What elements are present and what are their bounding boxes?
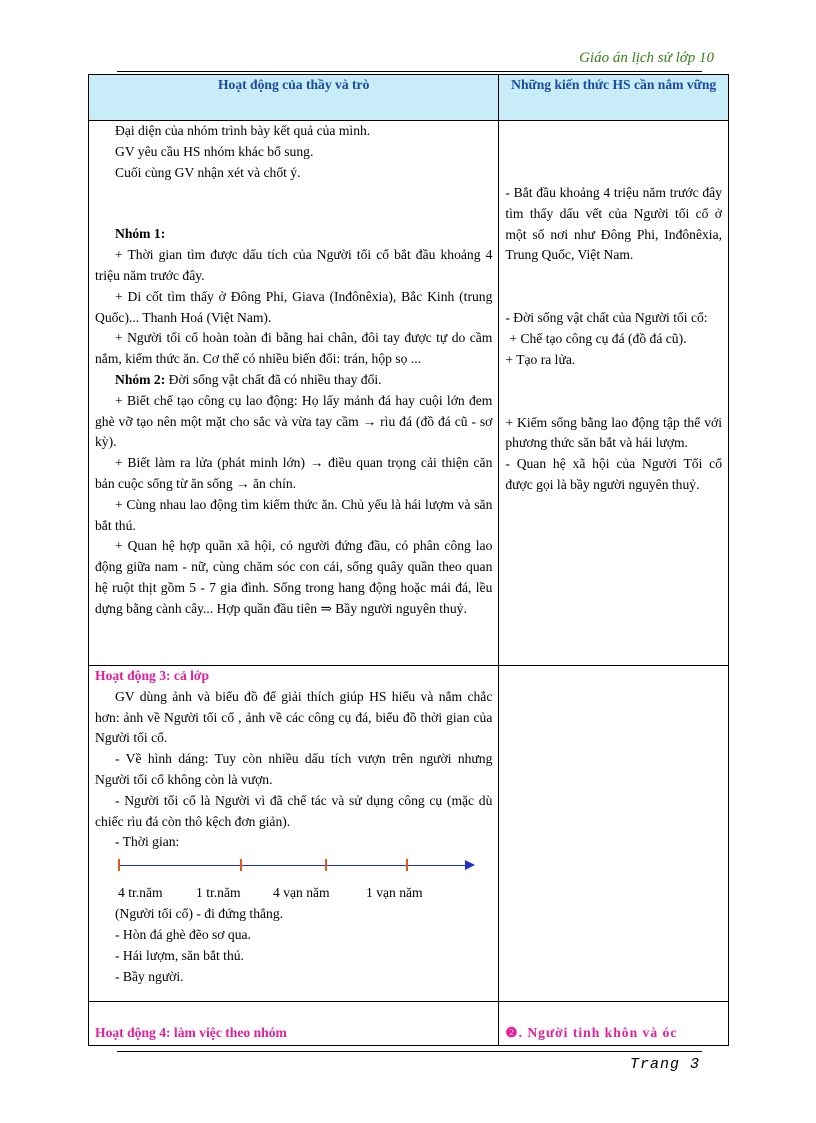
- group1-item: + Di cốt tìm thấy ở Đông Phi, Giava (Inđônêxia), Bắc Kinh (trung Quốc)... Thanh Hoá (Việt Nam).: [95, 288, 493, 325]
- text-paragraph: - Về hình dáng: Tuy còn nhiều dấu tích vượn trên người nhưng Người tối cổ không còn là vượn.: [95, 751, 493, 787]
- knowledge-point: + Chế tạo công cụ đá (đồ đá cũ).: [509, 330, 687, 346]
- timeline-label: 4 vạn năm: [273, 885, 330, 901]
- section-heading-text: . Người tinh khôn và óc: [518, 1025, 678, 1041]
- text-paragraph: - Thời gian:: [115, 834, 180, 850]
- row3-right-cell: [499, 1002, 729, 1046]
- text-line: (Người tối cổ) - đi đứng thẳng.: [115, 906, 284, 922]
- page-number: Trang 3: [629, 1056, 700, 1073]
- timeline-tick: [406, 859, 408, 871]
- document-header: Giáo án lịch sử lớp 10: [579, 50, 714, 66]
- activity4-title: Hoạt động 4: làm việc theo nhóm: [95, 1025, 287, 1041]
- text-line: Cuối cùng GV nhận xét và chốt ý.: [115, 164, 301, 180]
- group2-heading: [95, 370, 492, 391]
- activity3-title: Hoạt động 3: cả lớp: [95, 668, 210, 683]
- section-heading: [505, 1023, 722, 1044]
- row1-right-cell: [499, 121, 729, 666]
- row1-left-cell: [89, 121, 499, 666]
- group1-title: Nhóm 1:: [115, 226, 166, 242]
- column-header-knowledge: Những kiến thức HS cần nắm vững: [499, 75, 729, 121]
- timeline-axis: [120, 865, 469, 866]
- knowledge-point: - Quan hệ xã hội của Người Tối cổ được gọi là bầy người nguyên thuỷ.: [505, 456, 722, 492]
- group1-item: + Thời gian tìm được dấu tích của Người tối cổ bắt đầu khoảng 4 triệu năm trước đây.: [95, 247, 493, 283]
- knowledge-point: - Bắt đầu khoảng 4 triệu năm trước đây tìm thấy dấu vết của Người tối cổ ở một số nơi như Đông Phi, Inđônêxia, Trung Quốc, Việt Nam.: [505, 185, 722, 263]
- text-paragraph: GV dùng ảnh và biểu đồ để giải thích giúp HS hiểu và nắm chắc hơn: ảnh về Người tối cổ , ảnh về các công cụ đá, biểu đồ thời gian của Người tối cổ.: [95, 688, 493, 746]
- knowledge-point: + Tạo ra lửa.: [505, 351, 576, 367]
- text-line: - Bầy người.: [115, 968, 184, 984]
- group1-item: + Người tối cổ hoàn toàn đi bằng hai chân, đôi tay được tự do cầm nắm, kiếm thức ăn. Cơ thể có nhiều biến đổi: trán, hộp sọ ...: [95, 330, 493, 367]
- group2-item: + Cùng nhau lao động tìm kiếm thức ăn. Chủ yếu là hái lượm và săn bắt thú.: [95, 496, 493, 533]
- header-rule: [117, 71, 702, 72]
- group2-intro: Đời sống vật chất đã có nhiều thay đổi.: [165, 371, 382, 387]
- text-paragraph: - Người tối cổ là Người vì đã chế tác và sử dụng công cụ (mặc dù chiếc rìu đá còn thô kệch đơn giản).: [95, 792, 493, 829]
- group2-item: + Quan hệ hợp quần xã hội, có người đứng đầu, có phân công lao động giữa nam - nữ, cùng chăm sóc con cái, sống quây quần theo quan hệ ruột thịt gồm 5 - 7 gia đình. Sống trong hang động hoặc mái đá, lều dựng bằng cành cây... Hợp quần đầu tiên ⇒ Bầy người nguyên thuỷ.: [95, 538, 493, 616]
- text-line: - Hái lượm, săn bắt thú.: [115, 947, 244, 963]
- number-two-icon: ❷: [505, 1025, 519, 1041]
- knowledge-point: + Kiếm sống bằng lao động tập thể với phương thức săn bắt và hái lượm.: [505, 414, 722, 451]
- text-line: Đại diện của nhóm trình bày kết quả của mình.: [115, 123, 371, 138]
- text-line: - Hòn đá ghè đẽo sơ qua.: [115, 926, 251, 942]
- timeline-label: 1 tr.năm: [196, 885, 241, 901]
- text-line: GV yêu cầu HS nhóm khác bổ sung.: [115, 143, 314, 159]
- group2-item: + Biết làm ra lửa (phát minh lớn) → điều quan trọng cải thiện căn bản cuộc sống từ ăn sống → ăn chín.: [95, 455, 493, 491]
- row2-left-cell: [89, 666, 499, 1002]
- row3-left-cell: [89, 1002, 499, 1046]
- timeline-label: 1 vạn năm: [366, 885, 423, 901]
- footer-rule: [117, 1051, 702, 1052]
- timeline-chart: [95, 856, 492, 904]
- lesson-table: [88, 74, 729, 1046]
- timeline-arrowhead: [465, 860, 475, 870]
- row2-right-cell: [499, 666, 729, 1002]
- group2-title: Nhóm 2:: [115, 371, 166, 387]
- column-header-activities: Hoạt động của thầy và trò: [89, 75, 499, 121]
- group2-item: + Biết chế tạo công cụ lao động: Họ lấy mảnh đá hay cuội lớn đem ghè vỡ tạo nên một mặt cho sắc và vừa tay cầm → rìu đá (đồ đá cũ - sơ kỳ).: [95, 392, 493, 450]
- timeline-tick: [325, 859, 327, 871]
- knowledge-point: - Đời sống vật chất của Người tối cổ:: [505, 310, 708, 326]
- timeline-label: 4 tr.năm: [118, 885, 163, 901]
- timeline-tick: [118, 859, 120, 871]
- timeline-tick: [240, 859, 242, 871]
